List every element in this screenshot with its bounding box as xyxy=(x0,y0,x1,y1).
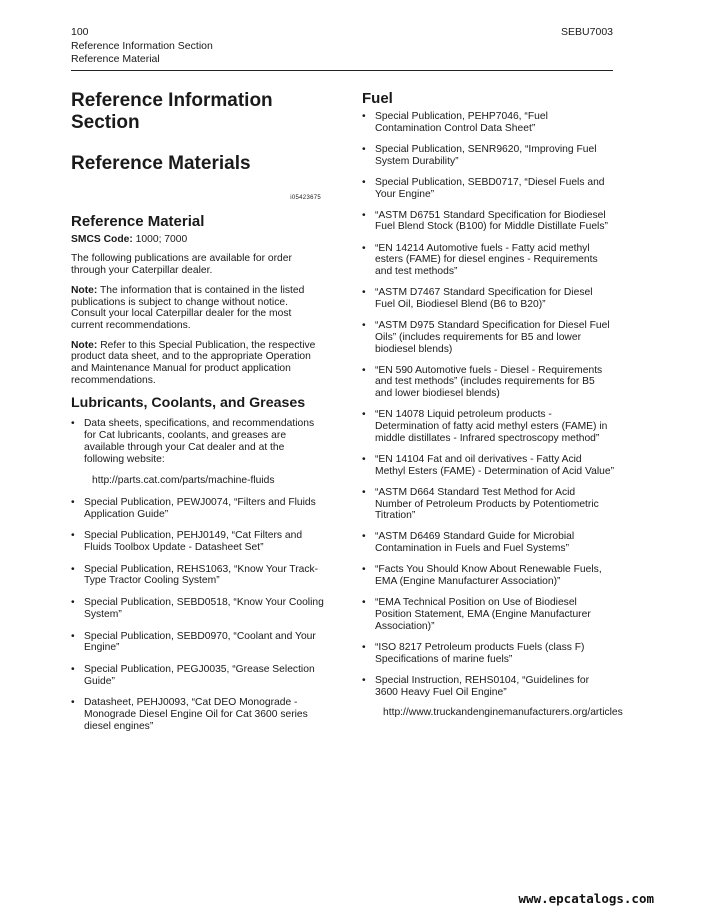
parts-url-link[interactable]: http://parts.cat.com/parts/machine-fluids xyxy=(92,475,275,487)
fuel-list xyxy=(362,111,614,698)
list-item: • Special Publication, PEGJ0035, “Grease Selection Guide” xyxy=(71,664,325,687)
header-section: Reference Information Section xyxy=(71,39,213,52)
right-column xyxy=(362,90,623,728)
list-item: • “EN 14104 Fat and oil derivatives - Fatty Acid Methyl Esters (FAME) - Determination of Acid Value” xyxy=(362,454,614,477)
list-item: • “ASTM D975 Standard Specification for Diesel Fuel Oils” (includes requirements for B5 and lower biodiesel blends) xyxy=(362,320,614,355)
note-label: Note: xyxy=(71,339,98,351)
note-text: The information that is contained in the listed publications is subject to change without notice. Consult your local Caterpillar dealer for the most current recommendations. xyxy=(71,284,305,331)
list-item: • Special Publication, SEBD0970, “Coolant and Your Engine” xyxy=(71,631,325,654)
lubricants-publications-list xyxy=(71,497,325,733)
list-item: • Special Publication, SENR9620, “Improving Fuel System Durability” xyxy=(362,144,614,167)
watermark-link[interactable]: www.epcatalogs.com xyxy=(518,891,654,906)
list-item: • “EMA Technical Position on Use of Biodiesel Position Statement, EMA (Engine Manufacturer Association)” xyxy=(362,597,614,632)
left-column xyxy=(71,90,325,743)
list-item: • “EN 14078 Liquid petroleum products - Determination of fatty acid methyl esters (FAME) in middle distillates - Infrared spectroscopy method” xyxy=(362,409,614,444)
header-divider xyxy=(71,70,613,71)
note-paragraph-1 xyxy=(71,285,325,332)
smcs-label: SMCS Code: xyxy=(71,233,133,245)
list-item: • “ASTM D664 Standard Test Method for Acid Number of Petroleum Products by Potentiometric Titration” xyxy=(362,487,614,522)
intro-paragraph: The following publications are available for order through your Caterpillar dealer. xyxy=(71,253,292,277)
note-paragraph-2 xyxy=(71,340,325,387)
list-item: • “ASTM D7467 Standard Specification for Diesel Fuel Oil, Biodiesel Blend (B6 to B20)” xyxy=(362,287,614,310)
lubricants-list xyxy=(71,418,325,465)
header-subsection: Reference Material xyxy=(71,53,160,65)
smcs-code xyxy=(71,234,325,246)
list-item: • Special Publication, PEWJ0074, “Filters and Fluids Application Guide” xyxy=(71,497,325,520)
reference-material-heading: Reference Material xyxy=(71,212,205,230)
note-label: Note: xyxy=(71,284,98,296)
list-item: • “Facts You Should Know About Renewable Fuels, EMA (Engine Manufacturer Association)” xyxy=(362,564,614,587)
list-item: • Special Publication, PEHJ0149, “Cat Filters and Fluids Toolbox Update - Datasheet Set” xyxy=(71,530,325,553)
note-text: Refer to this Special Publication, the respective product data sheet, and to the appropriate Operation and Maintenance Manual for product application recommendations. xyxy=(71,339,316,386)
page-number: 100 xyxy=(71,26,89,38)
lubricants-heading: Lubricants, Coolants, and Greases xyxy=(71,395,306,412)
ema-url-link[interactable]: http://www.truckandenginemanufacturers.org/articles xyxy=(383,706,623,718)
list-item: • Special Instruction, REHS0104, “Guidelines for 3600 Heavy Fuel Oil Engine” xyxy=(362,675,614,698)
document-id: SEBU7003 xyxy=(561,26,613,38)
list-item: • Data sheets, specifications, and recommendations for Cat lubricants, coolants, and greases are available through your Cat dealer and at the following website: xyxy=(71,418,325,465)
page-header xyxy=(71,26,213,67)
smcs-value: 1000; 7000 xyxy=(135,233,188,245)
list-item: • “EN 590 Automotive fuels - Diesel - Requirements and test methods” (includes requirements for B5 and lower biodiesel blends) xyxy=(362,365,614,400)
list-item: • “ASTM D6751 Standard Specification for Biodiesel Fuel Blend Stock (B100) for Middle Distillate Fuels” xyxy=(362,210,614,233)
list-item: • Special Publication, SEBD0717, “Diesel Fuels and Your Engine” xyxy=(362,177,614,200)
materials-title: Reference Materials xyxy=(71,153,251,174)
list-item: • Special Publication, REHS1063, “Know Your Track-Type Tractor Cooling System” xyxy=(71,564,325,587)
section-title: Reference Information Section xyxy=(71,90,273,133)
list-item: • “EN 14214 Automotive fuels - Fatty acid methyl esters (FAME) for diesel engines - Requirements and test methods” xyxy=(362,243,614,278)
fuel-heading: Fuel xyxy=(362,90,393,107)
image-id: i05423675 xyxy=(290,195,321,201)
list-item: • Special Publication, PEHP7046, “Fuel Contamination Control Data Sheet” xyxy=(362,111,614,134)
list-item: • Special Publication, SEBD0518, “Know Your Cooling System” xyxy=(71,597,325,620)
list-item: • Datasheet, PEHJ0093, “Cat DEO Monograde - Monograde Diesel Engine Oil for Cat 3600 series diesel engines” xyxy=(71,697,325,732)
list-item: • “ISO 8217 Petroleum products Fuels (class F) Specifications of marine fuels” xyxy=(362,642,614,665)
list-item: • “ASTM D6469 Standard Guide for Microbial Contamination in Fuels and Fuel Systems” xyxy=(362,531,614,554)
